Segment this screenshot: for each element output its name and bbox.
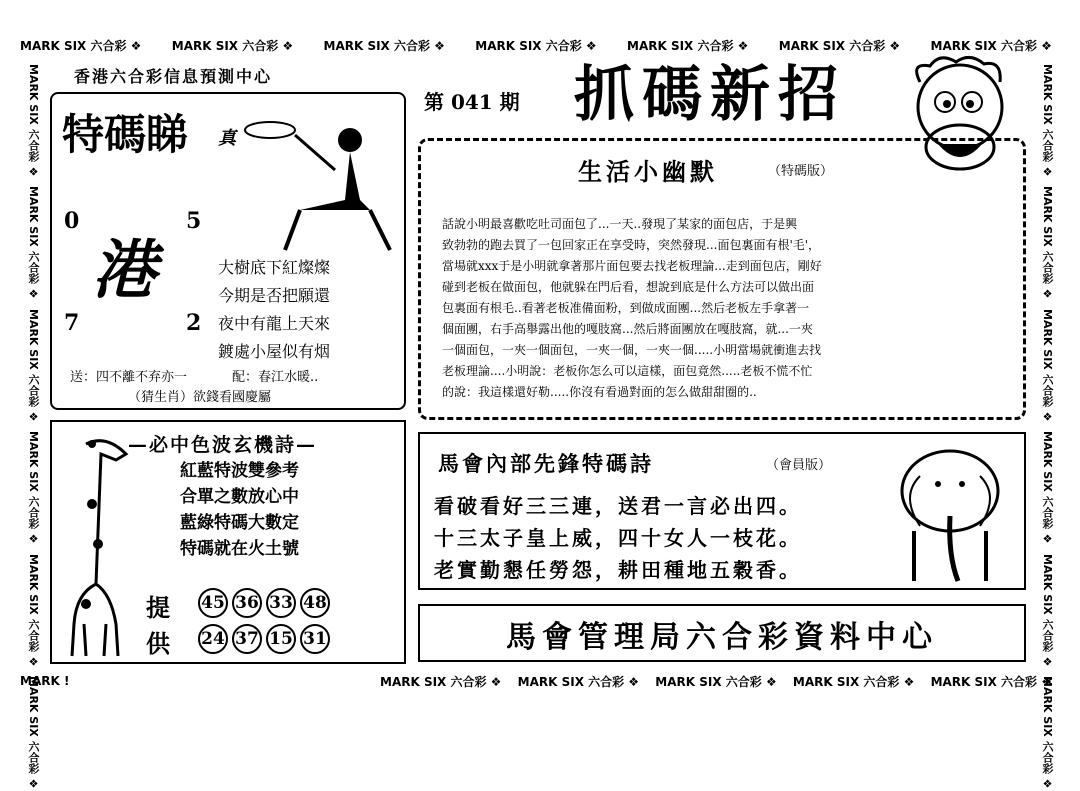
border-mark: MARK SIX 六合彩 ❖ [792, 674, 915, 689]
tema-digit-4: 2 [186, 310, 202, 336]
tema-match: 配：春江水暖.. [232, 370, 319, 385]
pioneer-line: 老實勤懇任勞怨，耕田種地五穀香。 [434, 558, 802, 582]
tema-hint: （猜生肖）欲錢看國慶屬 [128, 390, 272, 405]
border-mark: MARK SIX 六合彩 ❖ [27, 553, 40, 669]
border-mark: MARK SIX 六合彩 ❖ [1041, 64, 1054, 179]
tema-poem-line: 大樹底下紅燦燦 [218, 258, 331, 277]
pioneer-title: 馬會內部先鋒特碼詩 [438, 451, 654, 476]
humor-title: 生活小幽默 [578, 157, 718, 186]
number-ball: 37 [232, 624, 262, 654]
pioneer-line: 十三太子皇上威，四十女人一枝花。 [434, 526, 802, 550]
border-mark: MARK SIX 六合彩 ❖ [1041, 308, 1054, 424]
border-mark: MARK SIX 六合彩 ❖ [27, 186, 40, 301]
number-ball: 45 [198, 588, 228, 618]
tema-digit-1: 0 [64, 208, 80, 234]
color-poem-line: 合單之數放心中 [180, 487, 299, 507]
number-ball: 33 [266, 588, 296, 618]
tema-title: 特碼睇 [62, 110, 189, 159]
humor-line: 話說小明最喜歡吃吐司面包了...一天..發現了某家的面包店，于是興 [442, 217, 798, 231]
border-mark: MARK SIX 六合彩 ❖ [27, 431, 40, 546]
border-mark: MARK SIX 六合彩 ❖ [27, 676, 40, 791]
tema-poem-line: 今期是否把願還 [218, 286, 331, 305]
center-name: 香港六合彩信息預測中心 [74, 67, 273, 86]
number-ball: 36 [232, 588, 262, 618]
tema-poem-line: 鍍處小屋似有烟 [218, 342, 331, 361]
humor-line: 的說：我這樣還好勒.....你沒有看過對面的怎么做甜甜圈的.. [442, 385, 757, 399]
color-poem-lines [180, 458, 299, 562]
number-ball: 48 [300, 588, 330, 618]
border-mark: MARK SIX 六合彩 ❖ [930, 38, 1052, 53]
footer-center: 馬會管理局六合彩資料中心 [506, 620, 938, 655]
tema-send: 送：四不離不弃亦一 [70, 370, 188, 385]
color-poem-line: 紅藍特波雙參考 [180, 461, 299, 481]
numbers-row-bottom [196, 624, 332, 654]
humor-line: 一個面包，一夾一個面包，一夾一個，一夾一個.....小明當場就衝進去找 [442, 343, 822, 357]
main-title: 抓碼新招 [574, 60, 846, 130]
provide-label-top: 提 [146, 593, 170, 622]
border-mark: MARK SIX 六合彩 ❖ [323, 38, 445, 53]
tema-big-char: 港 [92, 233, 156, 308]
border-mark: MARK SIX 六合彩 ❖ [475, 38, 597, 53]
border-mark: MARK SIX 六合彩 ❖ [171, 38, 294, 53]
provide-label-bottom: 供 [146, 629, 170, 658]
border-mark: MARK SIX 六合彩 ❖ [1041, 431, 1054, 546]
bottom-border-strip [380, 670, 1060, 692]
border-mark: MARK SIX 六合彩 ❖ [1041, 186, 1054, 301]
humor-line: 老板理論....小明說：老板你怎么可以這樣，面包竟然.....老板不慌不忙 [442, 364, 813, 378]
border-mark: MARK SIX 六合彩 ❖ [627, 38, 749, 53]
humor-line: 致勃勃的跑去買了一包回家正在享受時，突然發現...面包裏面有根'毛'， [442, 238, 821, 252]
humor-text [442, 214, 1012, 403]
pioneer-lines [434, 490, 802, 586]
border-mark: MARK SIX 六合彩 ❖ [1041, 553, 1054, 669]
humor-line: 包裏面有根毛..看著老板准備面粉，到做成面團...然后老板左手拿著一 [442, 301, 810, 315]
border-mark: MARK SIX 六合彩 ❖ [27, 64, 40, 179]
tema-poem [218, 254, 330, 366]
humor-edition: （特碼版） [768, 164, 834, 179]
border-mark: MARK SIX 六合彩 ❖ [517, 674, 640, 689]
humor-line: 碰到老板在做面包，他就躲在門后看，想說到底是什么方法可以做出面 [442, 280, 815, 294]
border-mark: MARK SIX 六合彩 ❖ [930, 674, 1052, 689]
issue-number: 第 041 期 [424, 90, 520, 114]
numbers-row-top [196, 588, 332, 618]
border-mark: MARK SIX 六合彩 ❖ [20, 38, 142, 53]
giraffe-illustration [56, 424, 146, 660]
elephant-illustration [880, 436, 1020, 586]
color-poem-line: 藍綠特碼大數定 [180, 513, 299, 533]
tema-poem-line: 夜中有龍上天來 [218, 314, 331, 333]
border-mark: MARK SIX 六合彩 ❖ [380, 674, 502, 689]
bottom-left-mark: MARK ! [20, 674, 70, 688]
tema-digit-3: 7 [64, 310, 80, 336]
border-mark: MARK SIX 六合彩 ❖ [27, 308, 40, 424]
tema-subtitle: 真 [218, 128, 236, 149]
left-border-strip [22, 60, 44, 791]
color-poem-title: —必中色波玄機詩— [128, 434, 318, 456]
number-ball: 15 [266, 624, 296, 654]
humor-line: 個面團，右手高舉露出他的嘎肢窩...然后將面團放在嘎肢窩，就...一夾 [442, 322, 813, 336]
border-mark: MARK SIX 六合彩 ❖ [655, 674, 777, 689]
number-ball: 24 [198, 624, 228, 654]
border-mark: MARK SIX 六合彩 ❖ [1041, 676, 1054, 791]
border-mark: MARK SIX 六合彩 ❖ [778, 38, 901, 53]
dancer-illustration [240, 110, 400, 260]
pioneer-line: 看破看好三三連，送君一言必出四。 [434, 494, 802, 518]
tema-digit-2: 5 [186, 208, 202, 234]
color-poem-line: 特碼就在火土號 [180, 539, 299, 559]
number-ball: 31 [300, 624, 330, 654]
pioneer-edition: （會員版） [766, 458, 832, 473]
humor-line: 當場就xxx于是小明就拿著那片面包要去找老板理論...走到面包店，剛好 [442, 259, 822, 273]
